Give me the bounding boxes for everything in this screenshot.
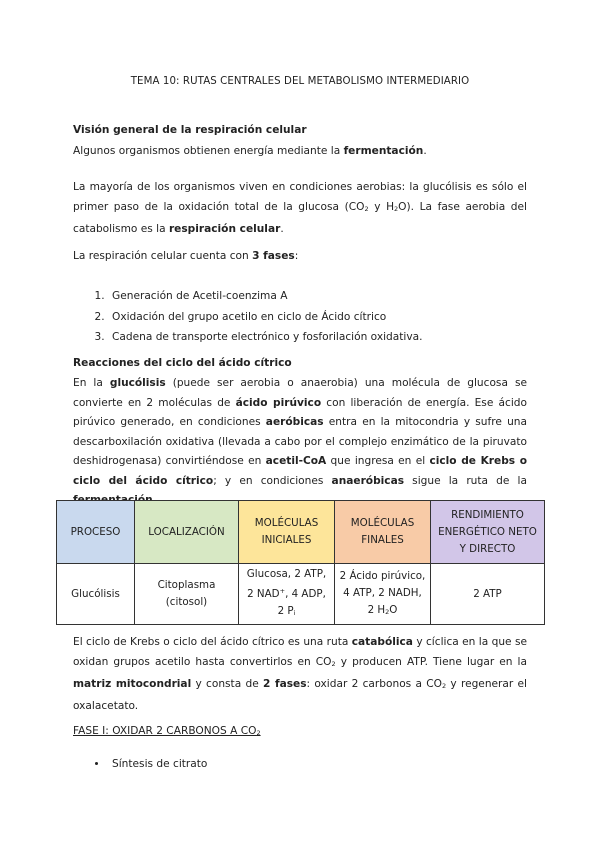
header-proceso: PROCESO — [57, 501, 135, 564]
text-run: O). La fase aerobia del catabolismo es la — [73, 201, 527, 235]
text-run: La mayoría de los organismos viven en condiciones aerobias: la glucólisis es sólo el primer paso de la oxidación total de la glucosa (CO — [73, 181, 527, 213]
text-run: sigue la ruta de la — [404, 474, 527, 487]
subscript: i — [293, 609, 296, 617]
subscript: 2 — [256, 729, 261, 737]
text-run: ; y en condiciones — [213, 474, 332, 487]
header-localizacion: LOCALIZACIÓN — [135, 501, 239, 564]
table-header-row — [57, 501, 545, 564]
text-run: . — [423, 145, 427, 157]
paragraph-fermentacion — [73, 145, 427, 157]
cell-localizacion — [135, 564, 239, 625]
text-run: Glucosa, 2 ATP, — [246, 568, 327, 580]
text-run: y consta de — [191, 678, 263, 690]
paragraph-aerobias — [73, 177, 527, 239]
text-run: y regenerar el oxalacetato. — [73, 678, 527, 712]
header-moleculas-finales: MOLÉCULAS FINALES — [335, 501, 431, 564]
section-heading-ciclo: Reacciones del ciclo del ácido cítrico — [73, 357, 292, 369]
text-run: y producen ATP. Tiene lugar en la — [335, 656, 527, 668]
text-run: 2 Ácido pirúvico, — [339, 569, 426, 582]
subscript: 2 — [331, 660, 336, 668]
text-run: (puede ser aerobia o anaerobia) una molécula de glucosa se convierte en 2 moléculas de — [73, 377, 527, 409]
text-run: La respiración celular cuenta con — [73, 250, 253, 262]
cell-moleculas-iniciales — [239, 564, 335, 625]
text-run: 4 ATP, 2 NADH, — [343, 586, 422, 599]
text-run: Citoplasma — [157, 579, 216, 591]
bold-term: fermentación — [343, 145, 424, 157]
text-run: y H — [368, 201, 395, 213]
subscript: 2 — [385, 607, 390, 616]
text-run: , 4 ADP, — [285, 588, 326, 600]
text-run: entra en la mitocondria y sufre una descarboxilación oxidativa (llevada a cabo por el complejo enzimático de la piruvato deshidrogenasa) convirtiéndose en — [73, 416, 527, 467]
text-run: (citosol) — [165, 596, 208, 608]
section-heading-respiracion: Visión general de la respiración celular — [73, 124, 307, 136]
text-run: 2 NAD — [247, 588, 280, 600]
list-item: 1. Generación de Acetil-coenzima A — [108, 286, 423, 307]
bold-term: catabólica — [351, 636, 413, 648]
bold-term: ciclo de Krebs o ciclo del ácido cítrico — [73, 455, 527, 487]
subscript: 2 — [441, 682, 447, 690]
subscript: 2 — [364, 205, 369, 213]
phase-heading — [73, 725, 261, 737]
paragraph-glucolisis — [73, 374, 527, 511]
metabolism-table — [56, 500, 545, 625]
list-item: • Síntesis de citrato — [108, 758, 207, 770]
bold-term: glucólisis — [109, 377, 166, 389]
header-moleculas-iniciales: MOLÉCULAS INICIALES — [239, 501, 335, 564]
text-run: 2 H — [367, 603, 386, 616]
bold-term: anaeróbicas — [331, 474, 405, 487]
text-run: y cíclica en la que se oxidan grupos acetilo hasta convertirlos en CO — [73, 636, 527, 668]
header-rendimiento: RENDIMIENTO ENERGÉTICO NETO Y DIRECTO — [431, 501, 545, 564]
table-row — [57, 564, 545, 625]
phases-list — [73, 286, 423, 348]
text-run: : — [294, 250, 299, 262]
text-run: 2 P — [277, 605, 294, 617]
text-run: con liberación de energía. Ese ácido pirúvico generado, en condiciones — [73, 396, 527, 428]
paragraph-fases — [73, 250, 298, 262]
bold-term: matriz mitocondrial — [73, 678, 192, 690]
text-run: En la — [73, 377, 110, 389]
bold-term: 3 fases — [252, 250, 295, 262]
cell-proceso: Glucólisis — [57, 564, 135, 625]
document-title: TEMA 10: RUTAS CENTRALES DEL METABOLISMO INTERMEDIARIO — [130, 76, 470, 87]
bold-term: aeróbicas — [265, 416, 324, 428]
text-run: Algunos organismos obtienen energía mediante la — [73, 145, 344, 157]
superscript: + — [279, 587, 286, 595]
subscript: 2 — [394, 205, 399, 213]
text-run: O — [389, 603, 398, 616]
bold-term: acetil-CoA — [265, 455, 327, 467]
text-run: que ingresa en el — [326, 455, 430, 467]
cell-moleculas-finales — [335, 564, 431, 625]
text-run: FASE I: OXIDAR 2 CARBONOS A CO — [73, 725, 257, 737]
bold-term: ácido pirúvico — [235, 396, 322, 409]
text-run: . — [280, 223, 284, 235]
bold-term: 2 fases — [263, 678, 307, 690]
bullet-list — [73, 758, 207, 770]
list-item: 3. Cadena de transporte electrónico y fosforilación oxidativa. — [108, 327, 423, 348]
list-item: 2. Oxidación del grupo acetilo en ciclo de Ácido cítrico — [108, 307, 423, 328]
text-run: El ciclo de Krebs o ciclo del ácido cítrico es una ruta — [73, 636, 352, 648]
text-run: : oxidar 2 carbonos a CO — [306, 678, 442, 690]
bold-term: respiración celular — [168, 223, 281, 235]
paragraph-krebs — [73, 632, 527, 716]
cell-rendimiento: 2 ATP — [431, 564, 545, 625]
